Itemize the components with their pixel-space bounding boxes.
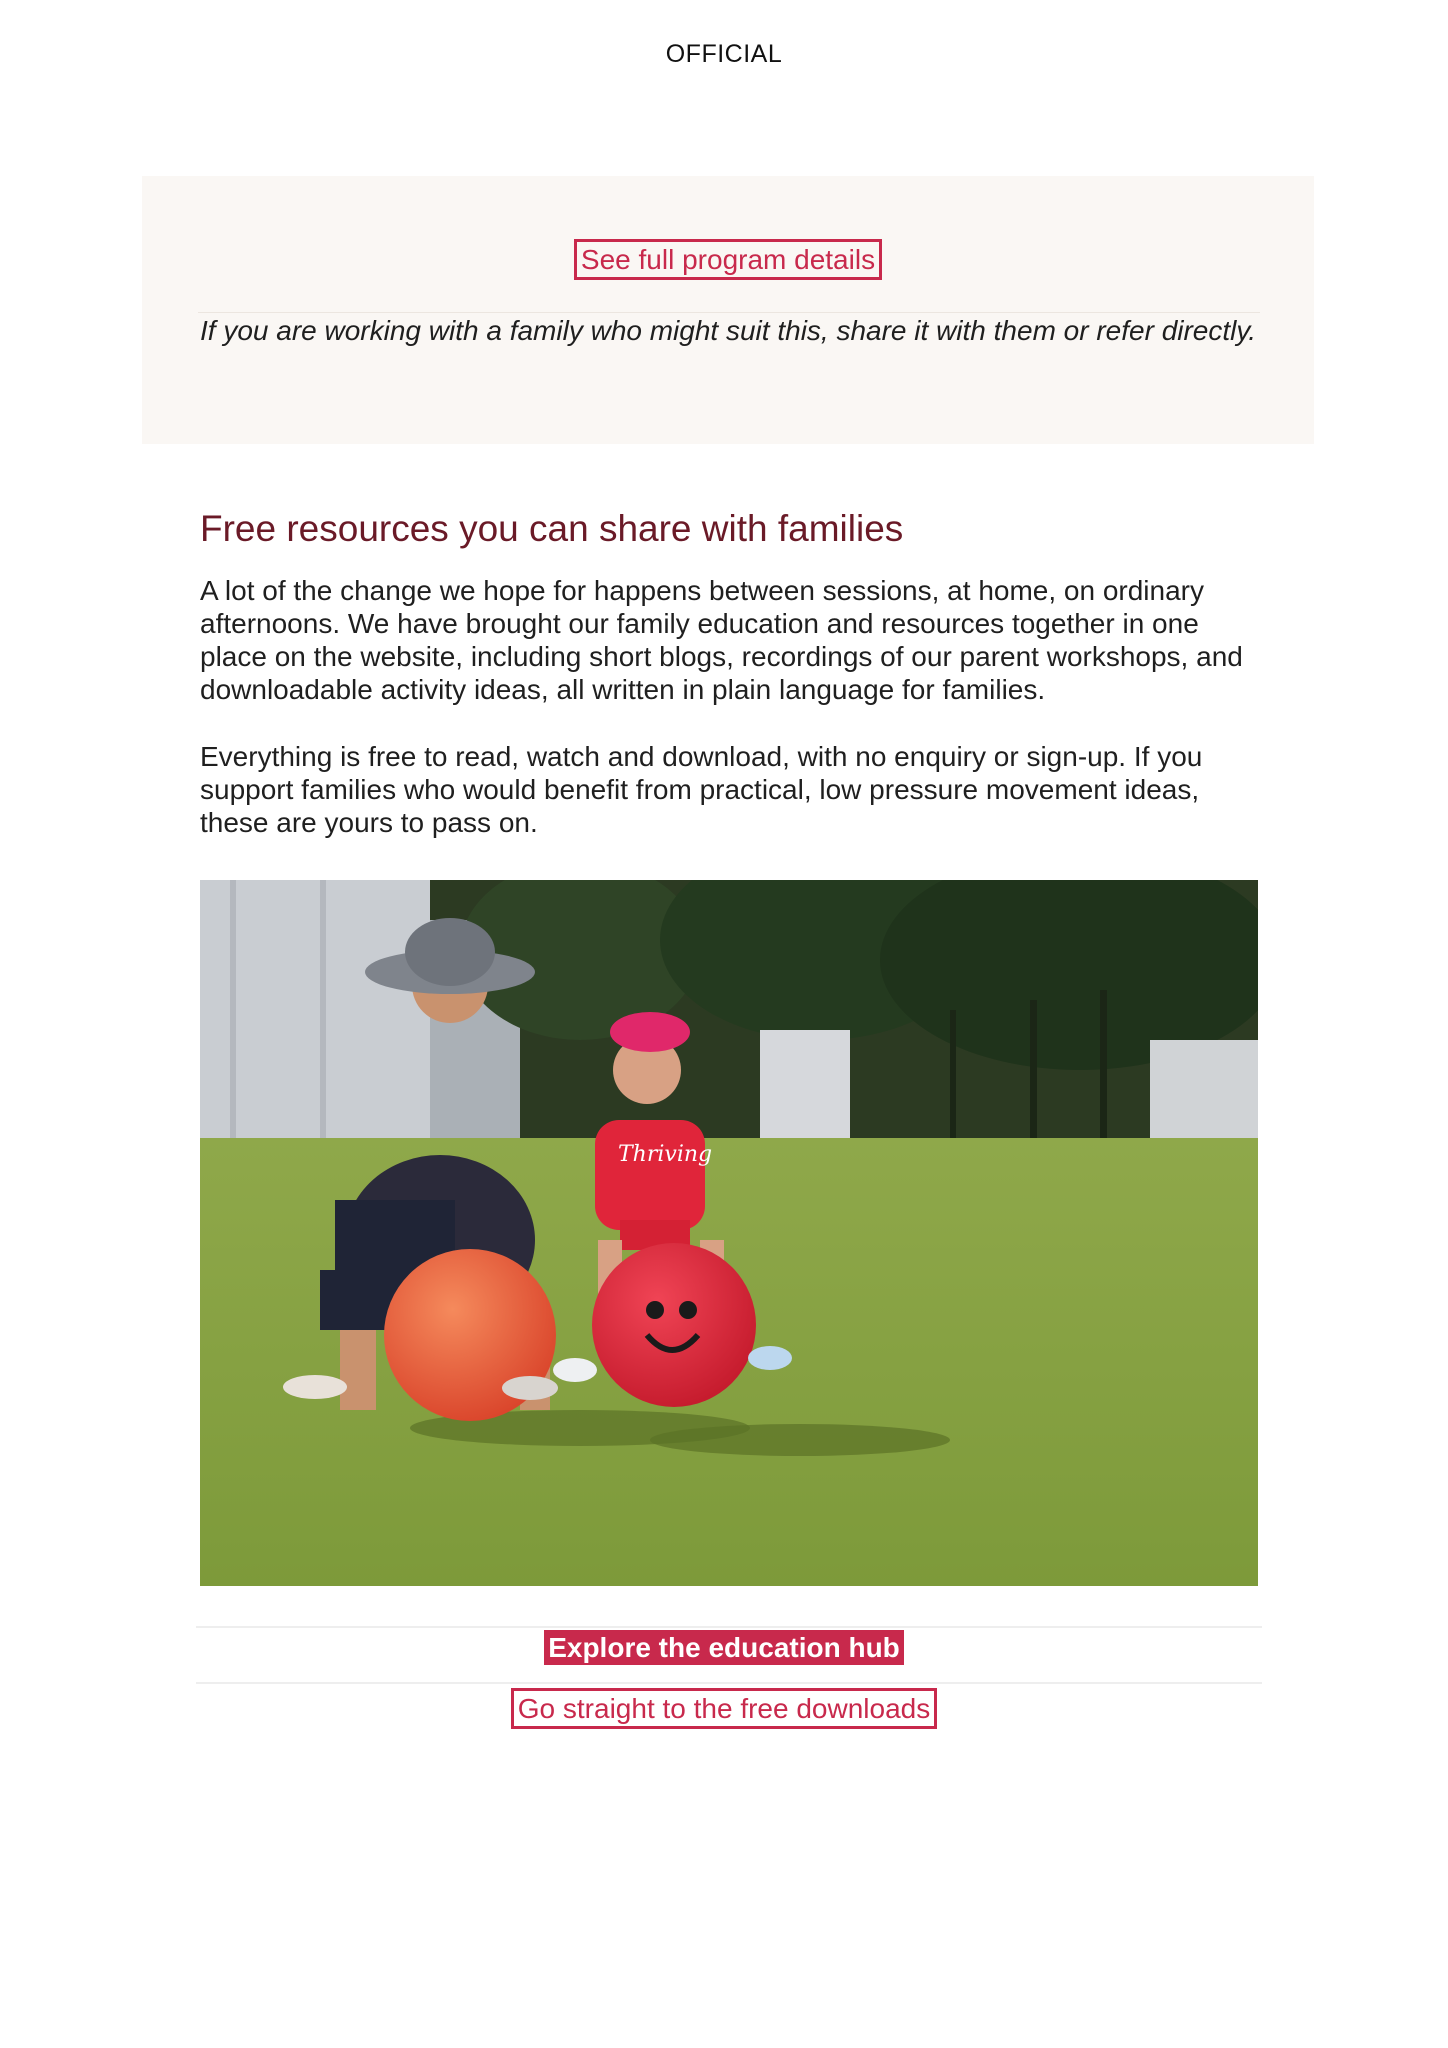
secondary-action-row xyxy=(0,1688,1448,1729)
actions-divider-top xyxy=(196,1626,1262,1628)
section-heading: Free resources you can share with families xyxy=(200,508,904,549)
program-details-link[interactable]: See full program details xyxy=(574,239,882,280)
free-access-paragraph: Everything is free to read, watch and download, with no enquiry or sign-up. If you support families who would benefit from practical, low pressure movement ideas, these are yours to pass on. xyxy=(200,741,1203,838)
callout-divider xyxy=(198,312,1260,313)
callout-link-row xyxy=(142,239,1314,280)
security-classification: OFFICIAL xyxy=(665,40,783,68)
intro-paragraph: A lot of the change we hope for happens between sessions, at home, on ordinary afternoons. We have brought our family education and resources together in one place on the website, including short blogs, recordings of our parent workshops, and downloadable activity ideas, all written in plain language for families. xyxy=(200,575,1243,705)
callout-note: If you are working with a family who might suit this, share it with them or refer directly. xyxy=(200,315,1257,346)
free-downloads-link[interactable]: Go straight to the free downloads xyxy=(511,1688,937,1729)
shirt-text: Thriving xyxy=(618,1142,713,1167)
actions-divider-middle xyxy=(196,1682,1262,1684)
family-activity-photo xyxy=(200,880,1258,1586)
education-hub-link[interactable]: Explore the education hub xyxy=(544,1630,904,1665)
primary-action-row xyxy=(0,1630,1448,1665)
program-callout xyxy=(142,176,1314,444)
photo-illustration xyxy=(200,880,1258,1586)
